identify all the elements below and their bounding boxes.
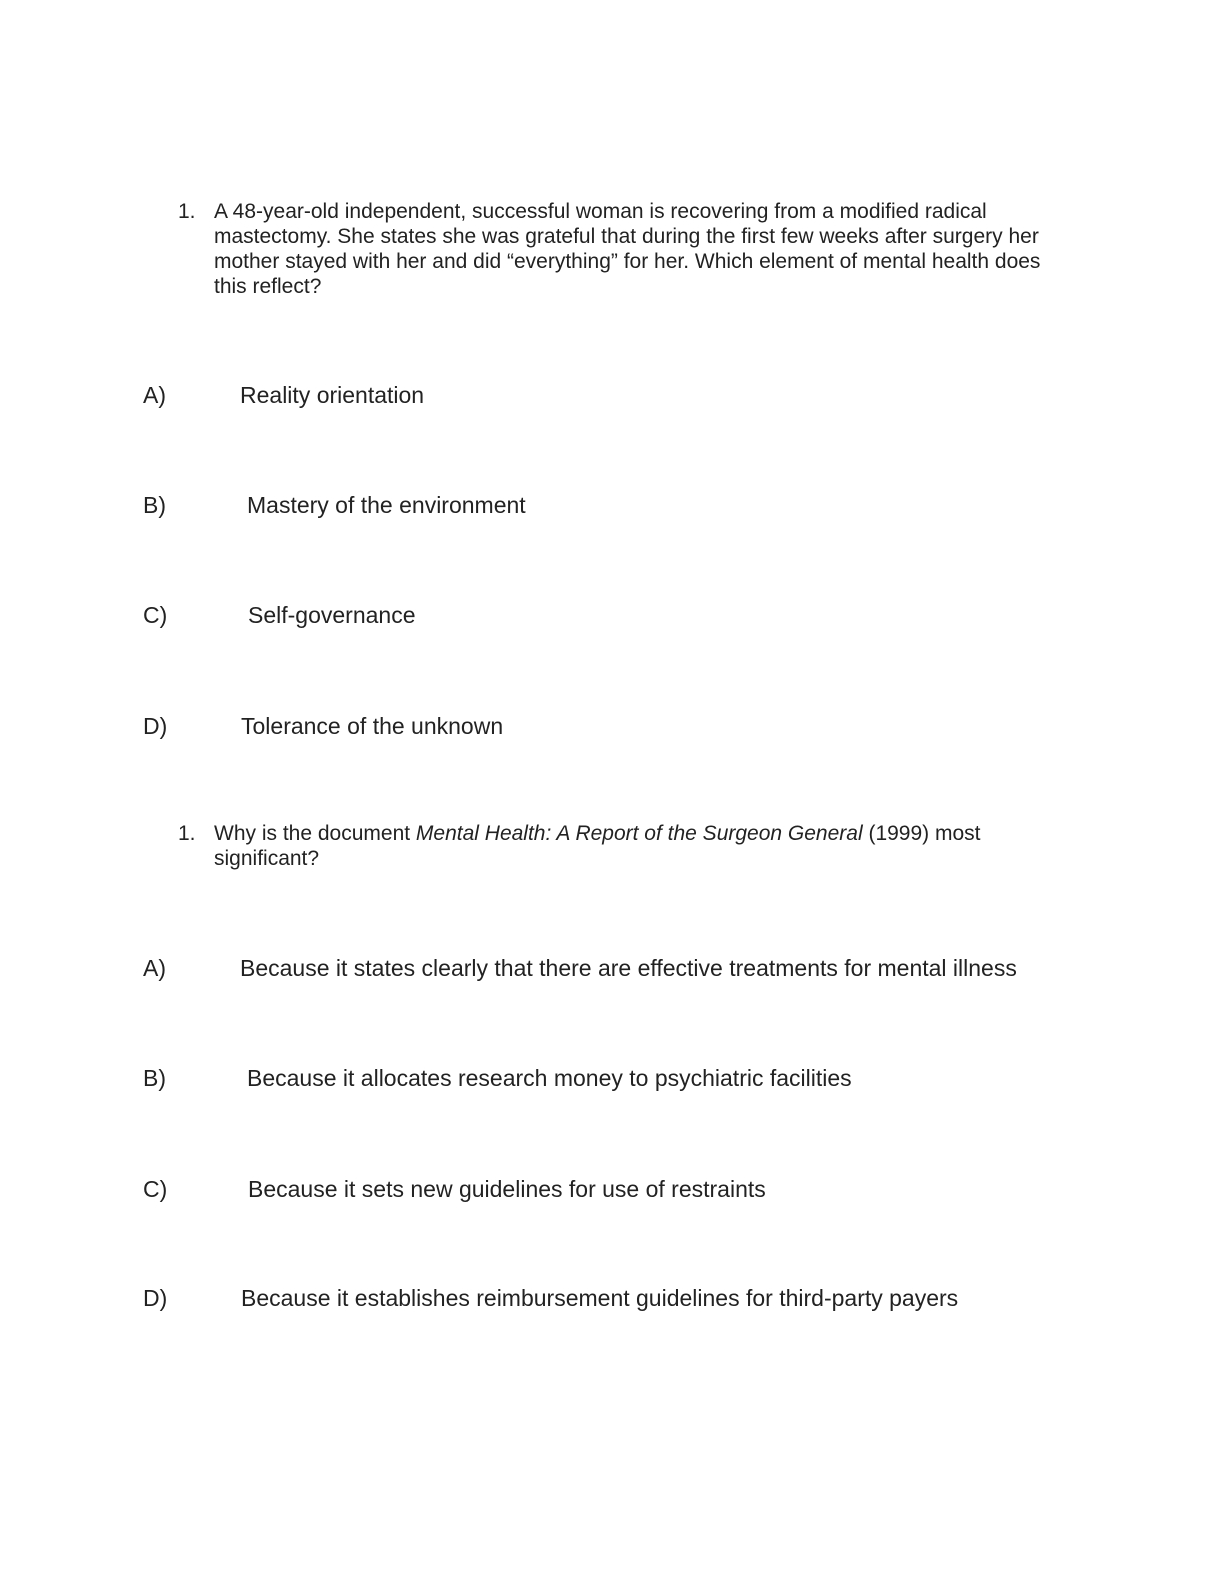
option-letter: A) (143, 955, 166, 981)
option-letter: B) (143, 492, 166, 518)
option-letter: D) (143, 713, 168, 739)
question-text (214, 821, 1064, 871)
option-text: Mastery of the environment (247, 492, 526, 518)
option-text: Self-governance (248, 602, 416, 628)
option-letter: B) (143, 1065, 166, 1091)
option-text: Reality orientation (240, 382, 425, 408)
question-text-before: Why is the document (214, 822, 416, 845)
question-number: 1. (178, 822, 196, 845)
option-text: Tolerance of the unknown (241, 713, 504, 739)
question-number: 1. (178, 200, 196, 223)
question-text: A 48-year-old independent, successful woman is recovering from a modified radical mastectomy. She states she was grateful that during the first few weeks after surgery her mother stayed with her and did “everything” for her. Which element of mental health does this reflect? (214, 200, 1041, 298)
option-letter: A) (143, 382, 166, 408)
question-text-after: (1999) most significant? (214, 822, 981, 870)
option-letter: D) (143, 1285, 168, 1311)
option-text: Because it establishes reimbursement guidelines for third-party payers (241, 1285, 959, 1311)
option-text: Because it allocates research money to psychiatric facilities (247, 1065, 852, 1091)
option-text: Because it states clearly that there are effective treatments for mental illness (240, 955, 1017, 981)
document-title: Mental Health: A Report of the Surgeon General (415, 822, 863, 845)
option-letter: C) (143, 1176, 168, 1202)
option-letter: C) (143, 602, 168, 628)
option-text: Because it sets new guidelines for use of restraints (248, 1176, 766, 1202)
